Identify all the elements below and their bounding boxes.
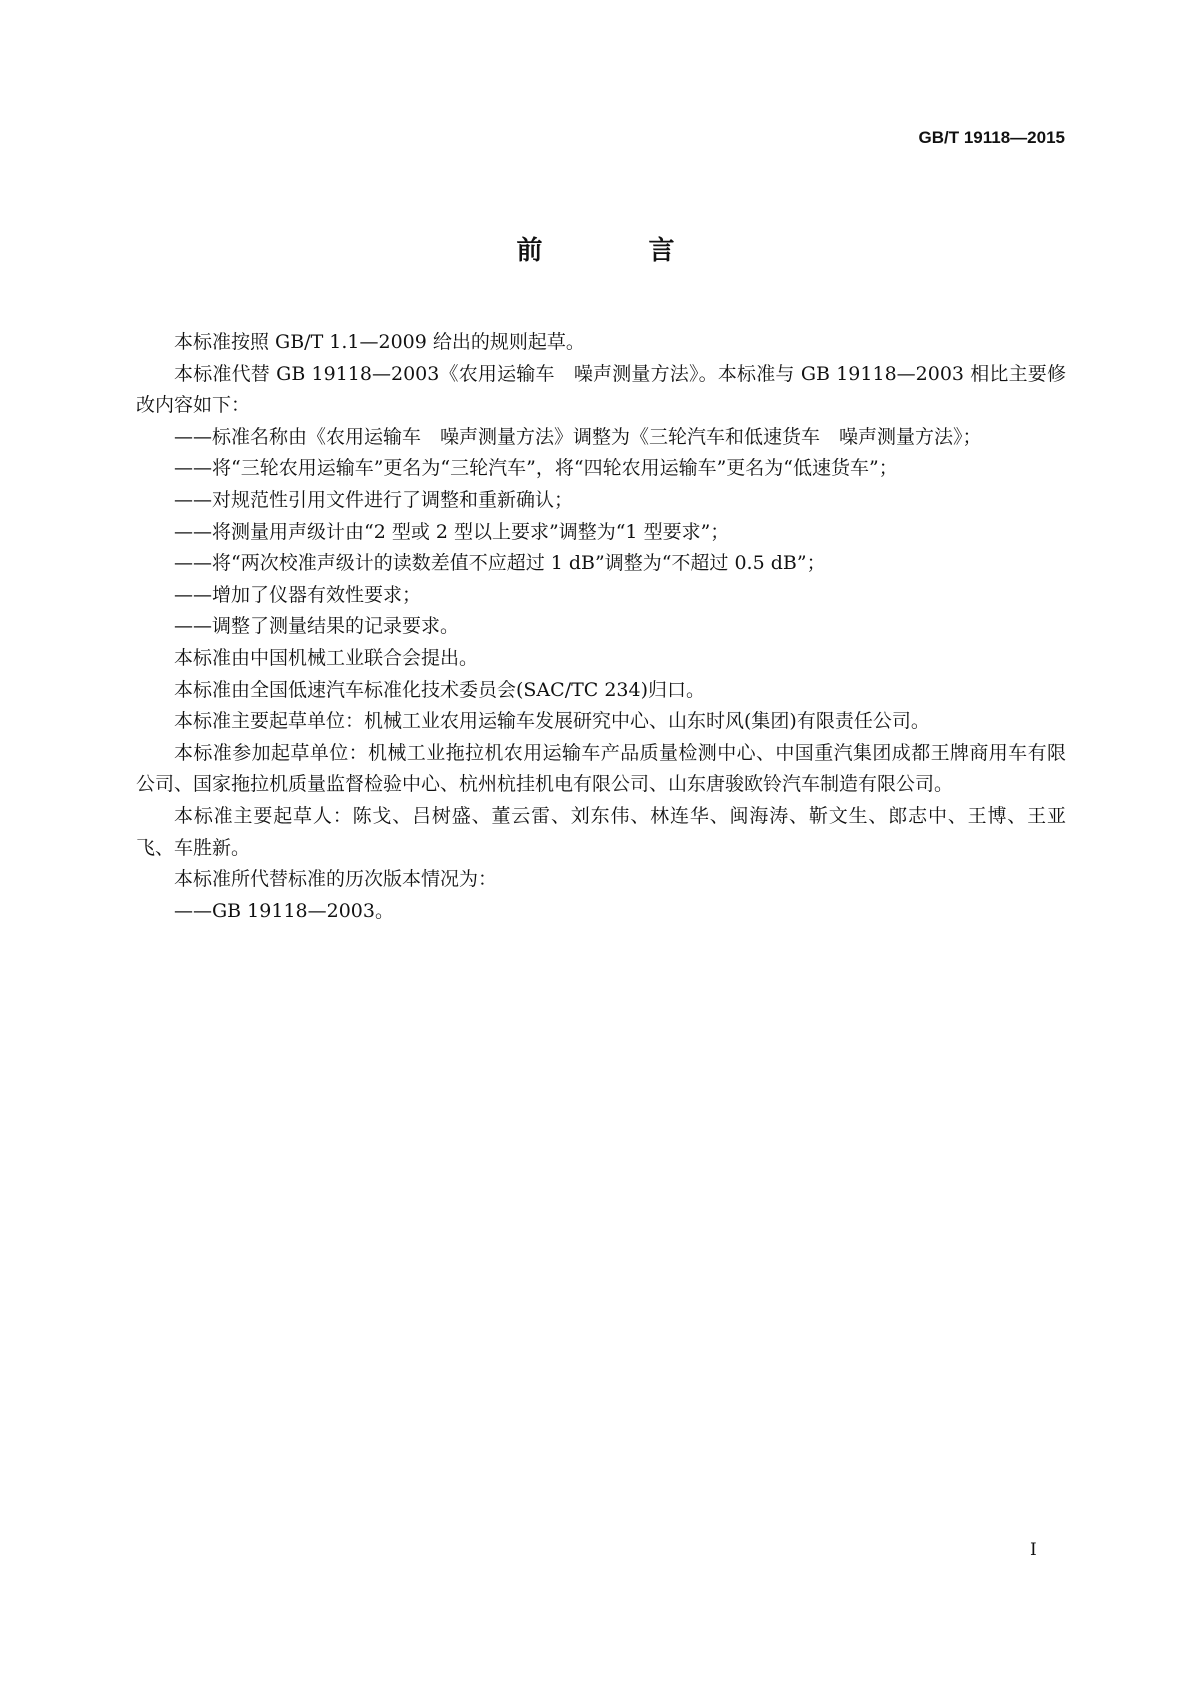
list-item: ——将测量用声级计由“2 型或 2 型以上要求”调整为“1 型要求”； bbox=[174, 520, 730, 543]
list-item: ——标准名称由《农用运输车 噪声测量方法》调整为《三轮汽车和低速货车 噪声测量方法》； bbox=[174, 425, 982, 448]
list-item: ——将“三轮农用运输车”更名为“三轮汽车”，将“四轮农用运输车”更名为“低速货车”； bbox=[174, 457, 898, 480]
paragraph: 本标准由全国低速汽车标准化技术委员会(SAC/TC 234)归口。 bbox=[174, 678, 706, 701]
list-item: ——GB 19118—2003。 bbox=[174, 899, 394, 922]
paragraph: 本标准代替 GB 19118—2003《农用运输车 噪声测量方法》。本标准与 GB 19118—2003 相比主要修改内容如下： bbox=[136, 362, 1066, 417]
page-number: I bbox=[1030, 1540, 1037, 1560]
paragraph: 本标准主要起草单位：机械工业农用运输车发展研究中心、山东时风(集团)有限责任公司。 bbox=[174, 710, 930, 733]
paragraph: 本标准由中国机械工业联合会提出。 bbox=[174, 646, 479, 669]
document-body bbox=[136, 327, 1066, 927]
paragraph: 本标准参加起草单位：机械工业拖拉机农用运输车产品质量检测中心、中国重汽集团成都王牌商用车有限公司、国家拖拉机质量监督检验中心、杭州杭挂机电有限公司、山东唐骏欧铃汽车制造有限公司。 bbox=[136, 741, 1066, 796]
list-item: ——调整了测量结果的记录要求。 bbox=[174, 615, 460, 638]
paragraph: 本标准主要起草人：陈戈、吕树盛、董云雷、刘东伟、林连华、闽海涛、靳文生、郎志中、王博、王亚飞、车胜新。 bbox=[136, 804, 1066, 859]
list-item: ——增加了仪器有效性要求； bbox=[174, 583, 422, 606]
standard-code-header: GB/T 19118—2015 bbox=[918, 128, 1065, 147]
page-title: 前 言 bbox=[516, 236, 715, 266]
list-item: ——将“两次校准声级计的读数差值不应超过 1 dB”调整为“不超过 0.5 dB”； bbox=[174, 552, 826, 575]
paragraph: 本标准所代替标准的历次版本情况为： bbox=[174, 868, 498, 891]
list-item: ——对规范性引用文件进行了调整和重新确认； bbox=[174, 488, 574, 511]
paragraph: 本标准按照 GB/T 1.1—2009 给出的规则起草。 bbox=[174, 331, 585, 353]
